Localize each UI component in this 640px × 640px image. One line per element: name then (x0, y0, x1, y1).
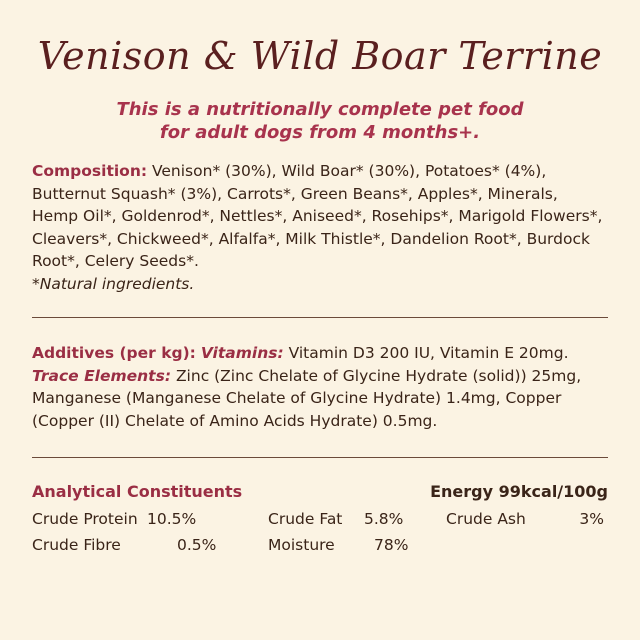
analytical-title: Analytical Constituents (32, 482, 243, 501)
analytical-section (32, 480, 608, 558)
crude-ash-value: 3% (579, 510, 604, 528)
trace-elements-text: Zinc (Zinc Chelate of Glycine Hydrate (solid)) 25mg, Manganese (Manganese Chelate of Glycine Hydrate) 1.4mg, Copper (Copper (II) Chelate of Amino Acids Hydrate) 0.5mg. (32, 366, 582, 430)
product-label (32, 0, 608, 558)
divider (32, 457, 608, 458)
crude-fat-label: Crude Fat (268, 510, 343, 528)
divider (32, 317, 608, 318)
vitamins-label: Vitamins: (200, 344, 284, 362)
energy-value: Energy 99kcal/100g (430, 482, 608, 501)
crude-protein-value: 10.5% (147, 510, 197, 528)
composition-section (32, 160, 608, 295)
composition-label: Composition: (32, 162, 148, 180)
crude-fibre-label: Crude Fibre (32, 536, 121, 554)
vitamins-text: Vitamin D3 200 IU, Vitamin E 20mg. (283, 344, 569, 362)
analytical-grid (32, 504, 608, 558)
subtitle-line-1: This is a nutritionally complete pet food (116, 99, 524, 120)
trace-elements-label: Trace Elements: (32, 366, 172, 385)
additives-label: Additives (per kg): (32, 344, 196, 362)
crude-ash-label: Crude Ash (446, 510, 526, 528)
composition-text: Venison* (30%), Wild Boar* (30%), Potatoes* (4%), Butternut Squash* (3%), Carrots*, Green Beans*, Apples*, Minerals, Hemp Oil*, Goldenrod*, Nettles*, Aniseed*, Rosehips*, Marigold Flowers*, Cleavers*, Chickweed*, Alfalfa*, Milk Thistle*, Dandelion Root*, Burdock Root*, Celery Seeds*. (32, 162, 603, 270)
moisture-value: 78% (374, 536, 409, 554)
crude-fibre-value: 0.5% (177, 536, 217, 554)
composition-note: *Natural ingredients. (32, 274, 195, 293)
moisture-label: Moisture (268, 536, 335, 554)
subtitle (32, 98, 608, 144)
crude-protein-label: Crude Protein (32, 510, 138, 528)
subtitle-line-2: for adult dogs from 4 months+. (159, 122, 481, 143)
crude-fat-value: 5.8% (364, 510, 404, 528)
additives-section (32, 342, 608, 432)
page-title: Venison & Wild Boar Terrine (37, 34, 603, 78)
